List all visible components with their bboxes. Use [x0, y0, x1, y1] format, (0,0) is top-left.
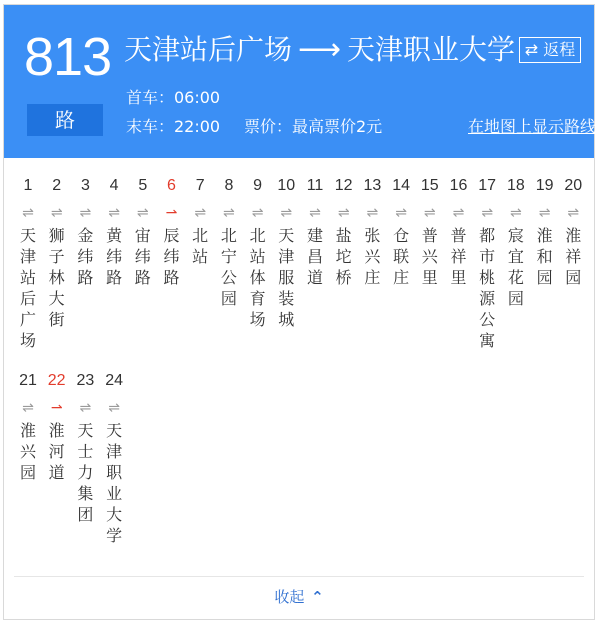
stop-name[interactable]: 北站: [192, 226, 209, 266]
bus-route-card: [3, 4, 595, 620]
bidirectional-icon: ⇌: [251, 205, 264, 221]
collapse-label: 收起: [274, 588, 305, 606]
bidirectional-icon: ⇌: [452, 205, 465, 221]
stop-item: [14, 370, 42, 483]
bidirectional-icon: ⇌: [108, 205, 120, 221]
stop-name[interactable]: 天士力集团: [77, 421, 94, 524]
stop-number: 21: [19, 372, 37, 389]
stop-name[interactable]: 宸宜花园: [507, 226, 524, 308]
stop-item: [129, 175, 157, 288]
stop-name[interactable]: 盐坨桥: [335, 226, 352, 287]
stop-name[interactable]: 都市桃源公寓: [479, 226, 496, 350]
stop-item: [416, 175, 444, 288]
fare-info: 票价：最高票价2元: [244, 117, 383, 136]
stop-name[interactable]: 天津职业大学: [106, 421, 123, 545]
stop-number: 10: [277, 177, 296, 194]
stop-item: [387, 175, 415, 288]
stop-name[interactable]: 仓联庄: [393, 226, 410, 287]
stop-item: [14, 175, 42, 351]
stop-number: 4: [109, 177, 119, 194]
bidirectional-icon: ⇌: [510, 205, 522, 221]
route-suffix: 路: [27, 104, 103, 136]
stop-item: [358, 175, 386, 288]
collapse-button[interactable]: [14, 576, 584, 617]
bidirectional-icon: ⇌: [567, 205, 580, 221]
stop-number: 20: [564, 177, 583, 194]
route-origin: 天津站后广场: [124, 33, 293, 66]
stop-item: [43, 175, 71, 330]
stop-name[interactable]: 黄纬路: [106, 226, 123, 287]
bidirectional-icon: ⇌: [22, 205, 34, 221]
stop-name[interactable]: 淮和园: [536, 226, 553, 287]
stop-number: 5: [138, 177, 148, 194]
bidirectional-icon: ⇌: [538, 205, 551, 221]
bidirectional-icon: ⇌: [223, 205, 235, 221]
stop-item: [473, 175, 501, 351]
stop-name[interactable]: 天津服装城: [278, 226, 295, 329]
stop-item: [71, 370, 99, 525]
chevron-up-icon: ⌃: [311, 588, 324, 606]
show-route-on-map-link[interactable]: 在地图上显示路线: [468, 117, 597, 136]
bidirectional-icon: ⇌: [136, 205, 149, 221]
bidirectional-icon: ⇌: [309, 205, 321, 221]
stop-number: 18: [506, 177, 525, 194]
stop-number: 12: [334, 177, 353, 194]
stop-name[interactable]: 辰纬路: [163, 226, 180, 287]
stop-name[interactable]: 狮子林大街: [48, 226, 65, 329]
bidirectional-icon: ⇌: [50, 205, 63, 221]
stop-name[interactable]: 普祥里: [450, 226, 467, 287]
stop-name[interactable]: 建昌道: [306, 226, 323, 287]
route-destination: 天津职业大学: [347, 33, 516, 66]
stop-name[interactable]: 淮河道: [48, 421, 65, 482]
route-header: [4, 5, 597, 158]
stop-name[interactable]: 北站体育场: [249, 226, 266, 329]
stop-number: 24: [105, 372, 123, 389]
bidirectional-icon: ⇌: [280, 205, 293, 221]
stop-number: 22: [47, 372, 66, 389]
stop-number: 6: [167, 177, 176, 194]
stop-number: 2: [52, 177, 62, 194]
stop-item: [186, 175, 214, 267]
stop-item: [559, 175, 587, 288]
stop-number: 14: [392, 177, 410, 194]
bidirectional-icon: ⇌: [337, 205, 350, 221]
stop-name[interactable]: 张兴庄: [364, 226, 381, 287]
route-number: 813: [24, 27, 112, 87]
stop-name[interactable]: 普兴里: [421, 226, 438, 287]
stop-name[interactable]: 北宁公园: [220, 226, 237, 308]
last-bus-time: 末车：22:00: [126, 117, 221, 136]
stop-name[interactable]: 淮祥园: [565, 226, 582, 287]
bidirectional-icon: ⇌: [366, 205, 379, 221]
stop-name[interactable]: 天津站后广场: [19, 226, 36, 350]
stop-item: [158, 175, 186, 288]
stop-item: [71, 175, 99, 288]
bidirectional-icon: ⇌: [194, 205, 207, 221]
stop-number: 15: [420, 177, 439, 194]
bidirectional-icon: ⇌: [395, 205, 407, 221]
stop-item: [301, 175, 329, 288]
stop-number: 8: [224, 177, 234, 194]
stop-name[interactable]: 金纬路: [77, 226, 94, 287]
bidirectional-icon: ⇌: [79, 400, 92, 416]
stop-item: [43, 370, 71, 483]
stop-list: [4, 158, 594, 576]
bidirectional-icon: ⇌: [79, 205, 92, 221]
stop-item: [445, 175, 473, 288]
stop-item: [244, 175, 272, 330]
stop-item: [330, 175, 358, 288]
bidirectional-icon: ⇌: [423, 205, 436, 221]
arrow-right-icon: ⟶: [298, 32, 342, 67]
current-direction-icon: ⇀: [50, 400, 63, 416]
stop-number: 11: [306, 177, 324, 194]
route-title: [124, 31, 515, 69]
bidirectional-icon: ⇌: [22, 400, 34, 416]
stop-item: [100, 175, 128, 288]
stop-number: 16: [449, 177, 468, 194]
stop-number: 13: [363, 177, 382, 194]
stop-item: [215, 175, 243, 309]
stop-number: 9: [253, 177, 263, 194]
stop-item: [531, 175, 559, 288]
stop-item: [100, 370, 128, 546]
stop-number: 19: [535, 177, 554, 194]
bidirectional-icon: ⇌: [108, 400, 120, 416]
stop-number: 3: [80, 177, 90, 194]
stop-number: 7: [195, 177, 205, 194]
stop-item: [502, 175, 530, 309]
stop-number: 17: [478, 177, 497, 194]
current-direction-icon: ⇀: [165, 205, 178, 221]
stop-name[interactable]: 淮兴园: [19, 421, 36, 482]
stop-name[interactable]: 宙纬路: [134, 226, 151, 287]
stop-number: 23: [76, 372, 95, 389]
stop-item: [272, 175, 300, 330]
return-trip-button[interactable]: ⇄ 返程: [519, 37, 581, 63]
first-bus-time: 首车：06:00: [126, 88, 221, 107]
stop-number: 1: [23, 177, 33, 194]
bidirectional-icon: ⇌: [481, 205, 494, 221]
